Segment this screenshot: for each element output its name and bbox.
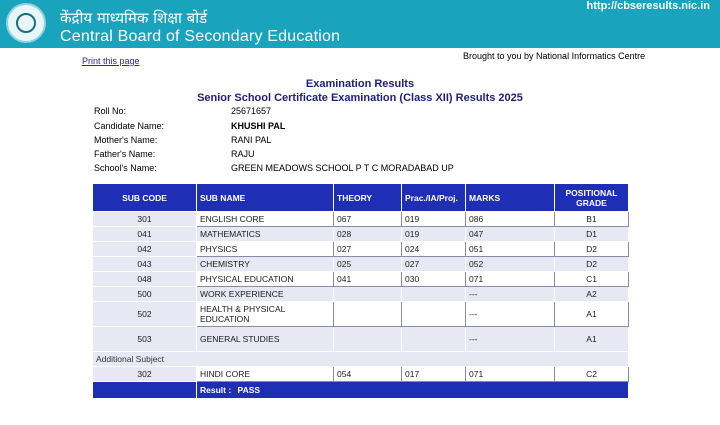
school-name-label: School's Name: — [94, 163, 157, 173]
header-prac: Prac./IA/Proj. — [402, 184, 466, 212]
prac-cell: 027 — [402, 257, 466, 272]
prac-cell — [402, 302, 466, 327]
roll-value: 25671657 — [231, 106, 272, 116]
sub-name-cell: PHYSICAL EDUCATION — [197, 272, 334, 287]
prac-cell: 019 — [402, 212, 466, 227]
cbse-logo — [6, 3, 46, 43]
header-marks: MARKS — [466, 184, 555, 212]
marks-cell: --- — [466, 287, 555, 302]
result-row — [93, 382, 629, 399]
table-row — [93, 367, 629, 382]
sub-name-cell: ENGLISH CORE — [197, 212, 334, 227]
result-label: Result : — [200, 385, 232, 395]
theory-cell — [334, 327, 402, 352]
sub-name-cell: CHEMISTRY — [197, 257, 334, 272]
header-title-hindi: केंद्रीय माध्यमिक शिक्षा बोर्ड — [60, 9, 208, 27]
site-header — [0, 0, 720, 48]
mother-name-label: Mother's Name: — [94, 135, 158, 145]
print-page-link[interactable]: Print this page — [82, 56, 140, 66]
theory-cell — [334, 287, 402, 302]
theory-cell: 025 — [334, 257, 402, 272]
table-row — [93, 242, 629, 257]
sub-name-cell: HEALTH & PHYSICAL EDUCATION — [197, 302, 334, 327]
grade-cell: D1 — [555, 227, 629, 242]
theory-cell — [334, 302, 402, 327]
sub-code-cell: 302 — [93, 367, 197, 382]
marks-cell: 047 — [466, 227, 555, 242]
marks-cell: 052 — [466, 257, 555, 272]
prac-cell: 019 — [402, 227, 466, 242]
brought-by-text: Brought to you by National Informatics Centre — [463, 51, 646, 61]
sub-code-cell: 042 — [93, 242, 197, 257]
theory-cell: 067 — [334, 212, 402, 227]
school-name-value: GREEN MEADOWS SCHOOL P T C MORADABAD UP — [231, 163, 454, 173]
sub-code-cell: 043 — [93, 257, 197, 272]
table-row — [93, 327, 629, 352]
additional-subject-row — [93, 352, 629, 367]
sub-name-cell: GENERAL STUDIES — [197, 327, 334, 352]
marks-cell: --- — [466, 327, 555, 352]
sub-code-cell: 503 — [93, 327, 197, 352]
marks-cell: 086 — [466, 212, 555, 227]
exam-subtitle: Senior School Certificate Examination (Class XII) Results 2025 — [197, 92, 523, 104]
grade-cell: A1 — [555, 302, 629, 327]
header-positional-grade: POSITIONAL GRADE — [555, 184, 629, 212]
sub-name-cell: HINDI CORE — [197, 367, 334, 382]
sub-code-cell: 500 — [93, 287, 197, 302]
sub-name-cell: PHYSICS — [197, 242, 334, 257]
sub-name-cell: MATHEMATICS — [197, 227, 334, 242]
prac-cell: 030 — [402, 272, 466, 287]
grade-cell: C1 — [555, 272, 629, 287]
result-value: PASS — [237, 385, 261, 395]
grade-cell: A1 — [555, 327, 629, 352]
grade-cell: C2 — [555, 367, 629, 382]
candidate-name-value: KHUSHI PAL — [231, 121, 286, 131]
additional-subject-label: Additional Subject — [93, 352, 629, 367]
marks-cell: 051 — [466, 242, 555, 257]
header-theory: THEORY — [334, 184, 402, 212]
exam-title: Examination Results — [305, 78, 415, 90]
grade-cell: D2 — [555, 242, 629, 257]
sub-code-cell: 048 — [93, 272, 197, 287]
table-row — [93, 287, 629, 302]
prac-cell: 017 — [402, 367, 466, 382]
theory-cell: 028 — [334, 227, 402, 242]
grade-cell: A2 — [555, 287, 629, 302]
theory-cell: 041 — [334, 272, 402, 287]
site-url: http://cbseresults.nic.in — [586, 0, 710, 12]
marks-cell: 071 — [466, 272, 555, 287]
header-sub-name: SUB NAME — [197, 184, 334, 212]
table-row — [93, 272, 629, 287]
father-name-label: Father's Name: — [94, 149, 156, 159]
table-row — [93, 257, 629, 272]
grade-cell: B1 — [555, 212, 629, 227]
marks-cell: 071 — [466, 367, 555, 382]
table-row — [93, 227, 629, 242]
theory-cell: 027 — [334, 242, 402, 257]
roll-label: Roll No: — [94, 106, 127, 116]
marks-cell: --- — [466, 302, 555, 327]
header-title-english: Central Board of Secondary Education — [60, 28, 341, 45]
table-header-row — [93, 184, 629, 212]
candidate-name-label: Candidate Name: — [94, 121, 165, 131]
sub-code-cell: 041 — [93, 227, 197, 242]
sub-name-cell: WORK EXPERIENCE — [197, 287, 334, 302]
grade-cell: D2 — [555, 257, 629, 272]
prac-cell — [402, 287, 466, 302]
table-row — [93, 302, 629, 327]
table-row — [93, 212, 629, 227]
prac-cell: 024 — [402, 242, 466, 257]
header-sub-code: SUB CODE — [93, 184, 197, 212]
sub-code-cell: 301 — [93, 212, 197, 227]
results-table — [92, 183, 629, 399]
father-name-value: RAJU — [231, 149, 255, 159]
prac-cell — [402, 327, 466, 352]
sub-code-cell: 502 — [93, 302, 197, 327]
mother-name-value: RANI PAL — [231, 135, 272, 145]
theory-cell: 054 — [334, 367, 402, 382]
